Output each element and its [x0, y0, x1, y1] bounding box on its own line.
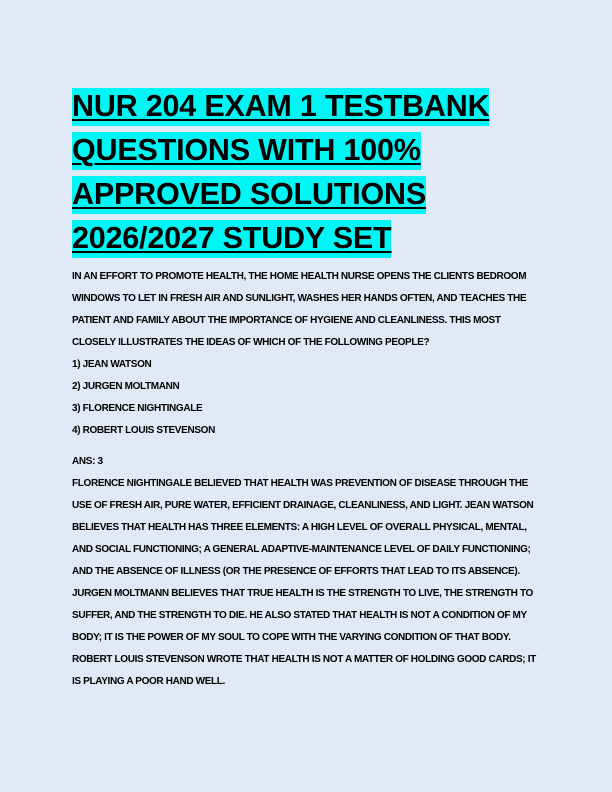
- title-line: 2026/2027 STUDY SET: [72, 220, 391, 258]
- option-item: 3) FLORENCE NIGHTINGALE: [72, 403, 203, 414]
- answer-block: [72, 451, 542, 693]
- answer-options: [72, 354, 542, 442]
- option-item: 4) ROBERT LOUIS STEVENSON: [72, 425, 215, 436]
- title-line: QUESTIONS WITH 100%: [72, 132, 421, 170]
- document-title: [72, 84, 542, 260]
- title-line: NUR 204 EXAM 1 TESTBANK: [72, 88, 489, 126]
- option-item: 1) JEAN WATSON: [72, 359, 152, 370]
- answer-rationale: FLORENCE NIGHTINGALE BELIEVED THAT HEALTH WAS PREVENTION OF DISEASE THROUGH THE USE OF FRESH AIR, PURE WATER, EFFICIENT DRAINAGE, CLEANLINESS, AND LIGHT. JEAN WATSON BELIEVES THAT HEALTH HAS THREE ELEMENTS: A HIGH LEVEL OF OVERALL PHYSICAL, MENTAL, AND SOCIAL FUNCTIONING; A GENERAL ADAPTIVE-MAINTENANCE LEVEL OF DAILY FUNCTIONING; AND THE ABSENCE OF ILLNESS (OR THE PRESENCE OF EFFORTS THAT LEAD TO ITS ABSENCE). JURGEN MOLTMANN BELIEVES THAT TRUE HEALTH IS THE STRENGTH TO LIVE, THE STRENGTH TO SUFFER, AND THE STRENGTH TO DIE. HE ALSO STATED THAT HEALTH IS NOT A CONDITION OF MY BODY; IT IS THE POWER OF MY SOUL TO COPE WITH THE VARYING CONDITION OF THAT BODY. ROBERT LOUIS STEVENSON WROTE THAT HEALTH IS NOT A MATTER OF HOLDING GOOD CARDS; IT IS PLAYING A POOR HAND WELL.: [72, 478, 536, 687]
- option-item: 2) JURGEN MOLTMANN: [72, 381, 180, 392]
- title-line: APPROVED SOLUTIONS: [72, 176, 426, 214]
- question-text: IN AN EFFORT TO PROMOTE HEALTH, THE HOME HEALTH NURSE OPENS THE CLIENTS BEDROOM WINDOWS TO LET IN FRESH AIR AND SUNLIGHT, WASHES HER HANDS OFTEN, AND TEACHES THE PATIENT AND FAMILY ABOUT THE IMPORTANCE OF HYGIENE AND CLEANLINESS. THIS MOST CLOSELY ILLUSTRATES THE IDEAS OF WHICH OF THE FOLLOWING PEOPLE?: [72, 271, 527, 348]
- question-block: [72, 266, 542, 442]
- document-page: [72, 84, 542, 693]
- answer-label: ANS: 3: [72, 456, 103, 467]
